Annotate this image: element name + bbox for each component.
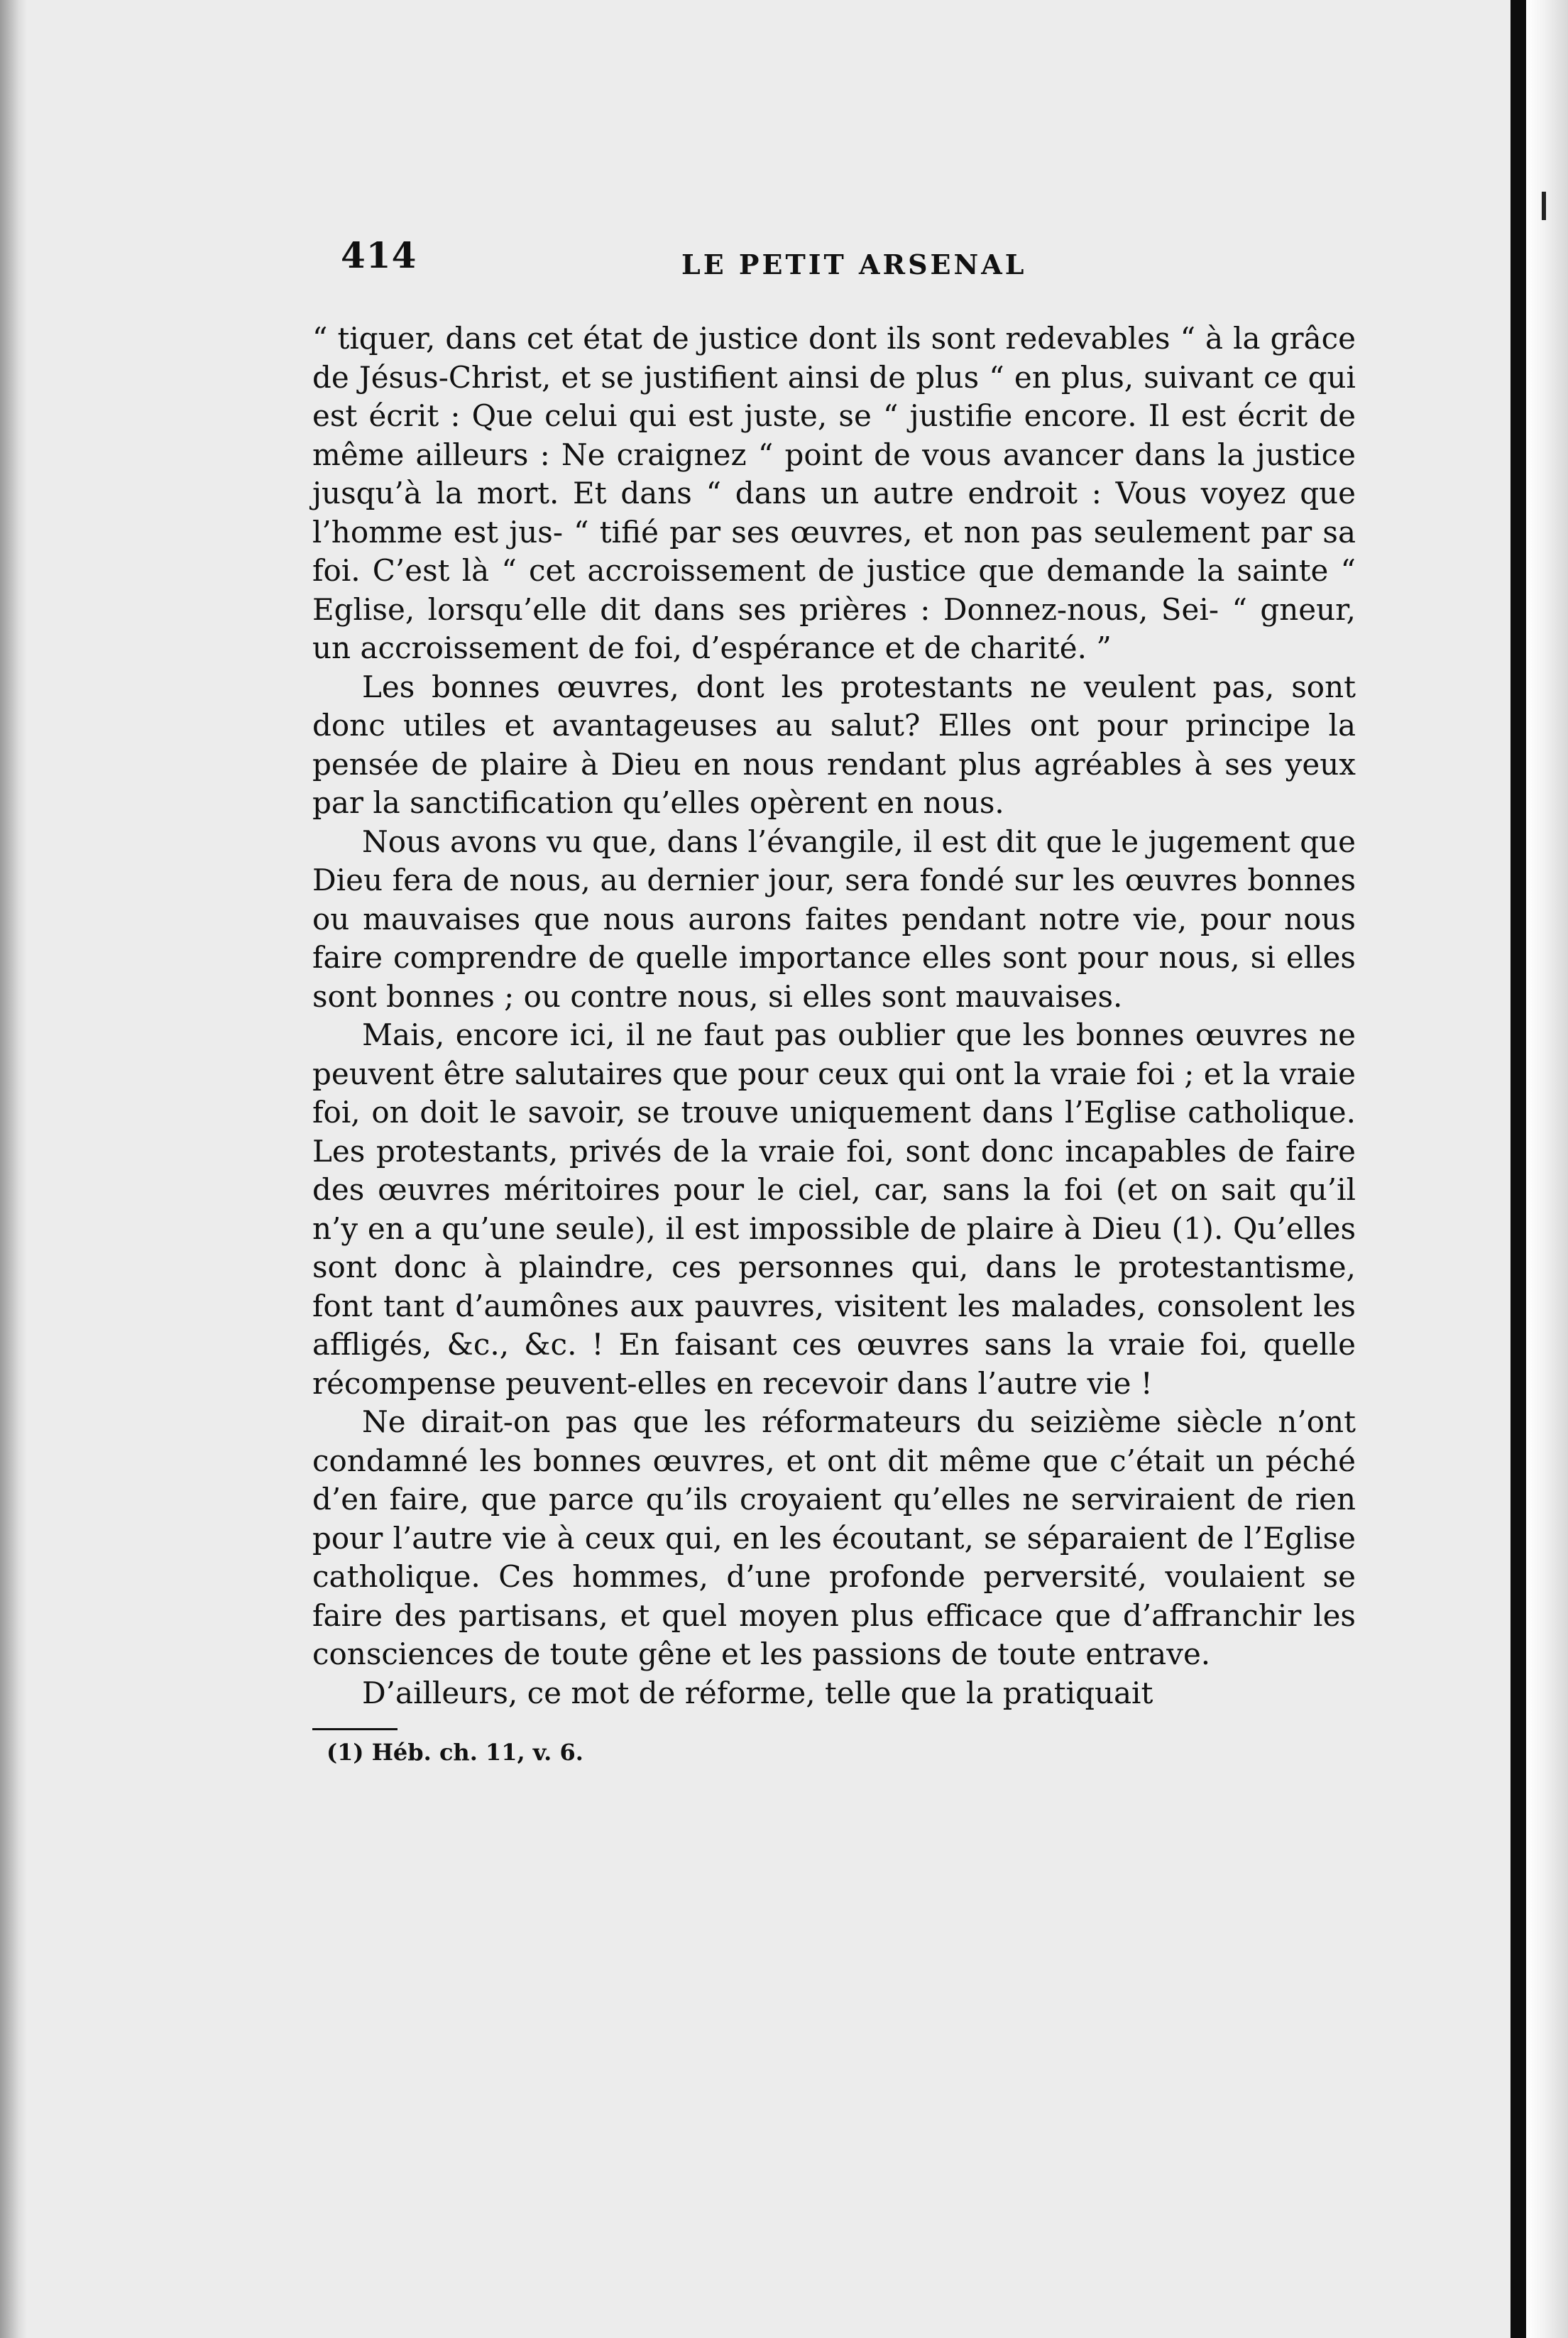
- paragraph: Ne dirait-on pas que les réformateurs du seizième siècle n’ont condamné les bonnes œuvres, et ont dit même que c’était un péché d’en faire, que parce qu’ils croyaient qu’elles ne serviraient de rien pour l’autre vie à ceux qui, en les écoutant, se séparaient de l’Eglise catholique. Ces hommes, d’une profonde perversité, voulaient se faire des partisans, et quel moyen plus efficace que d’affranchir les consciences de toute gêne et les passions de toute entrave.: [312, 1404, 1356, 1671]
- footnote: (1) Héb. ch. 11, v. 6.: [327, 1739, 583, 1766]
- scan-left-edge: [0, 0, 27, 2338]
- page-number: 414: [341, 234, 417, 276]
- book-page: [312, 234, 1356, 1766]
- scan-right-edge: [1526, 0, 1568, 2338]
- paragraph: Mais, encore ici, il ne faut pas oublier que les bonnes œuvres ne peuvent être salutaires que pour ceux qui ont la vraie foi ; et la vraie foi, on doit le savoir, se trouve uniquement dans l’Eglise catholique. Les protestants, privés de la vraie foi, sont donc incapables de faire des œuvres méritoires pour le ciel, car, sans la foi (et on sait qu’il n’y en a qu’une seule), il est impossible de plaire à Dieu (1). Qu’elles sont donc à plaindre, ces personnes qui, dans le protestantisme, font tant d’aumônes aux pauvres, visitent les malades, consolent les affligés, &c., &c. ! En faisant ces œuvres sans la vraie foi, quelle récompense peuvent-elles en recevoir dans l’autre vie !: [312, 1017, 1356, 1401]
- scan-gutter-line: [1511, 0, 1526, 2338]
- paragraph: Nous avons vu que, dans l’évangile, il est dit que le jugement que Dieu fera de nous, au dernier jour, sera fondé sur les œuvres bonnes ou mauvaises que nous aurons faites pendant notre vie, pour nous faire comprendre de quelle importance elles sont pour nous, si elles sont bonnes ; ou contre nous, si elles sont mauvaises.: [312, 824, 1356, 1014]
- paragraph: Les bonnes œuvres, dont les protestants ne veulent pas, sont donc utiles et avantageuses au salut? Elles ont pour principe la pensée de plaire à Dieu en nous rendant plus agréables à ses yeux par la sanctification qu’elles opèrent en nous.: [312, 669, 1356, 820]
- footnote-rule: [312, 1728, 398, 1730]
- running-head: LE PETIT ARSENAL: [681, 248, 1027, 280]
- paragraph: D’ailleurs, ce mot de réforme, telle que la pratiquait: [362, 1675, 1153, 1710]
- page-header: [312, 234, 1356, 291]
- body-text: [312, 319, 1356, 1712]
- quote-paragraph: “ tiquer, dans cet état de justice dont ils sont redevables “ à la grâce de Jésus-Christ, et se justifient ainsi de plus “ en plus, suivant ce qui est écrit : Que celui qui est juste, se “ justifie encore. Il est écrit de même ailleurs : Ne craignez “ point de vous avancer dans la justice jusqu’à la mort. Et dans “ dans un autre endroit : Vous voyez que l’homme est jus- “ tifié par ses œuvres, et non pas seulement par sa foi. C’est là “ cet accroissement de justice que demande la sainte “ Eglise, lorsqu’elle dit dans ses prières : Donnez-nous, Sei- “ gneur, un accroissement de foi, d’espérance et de charité. ”: [312, 321, 1356, 665]
